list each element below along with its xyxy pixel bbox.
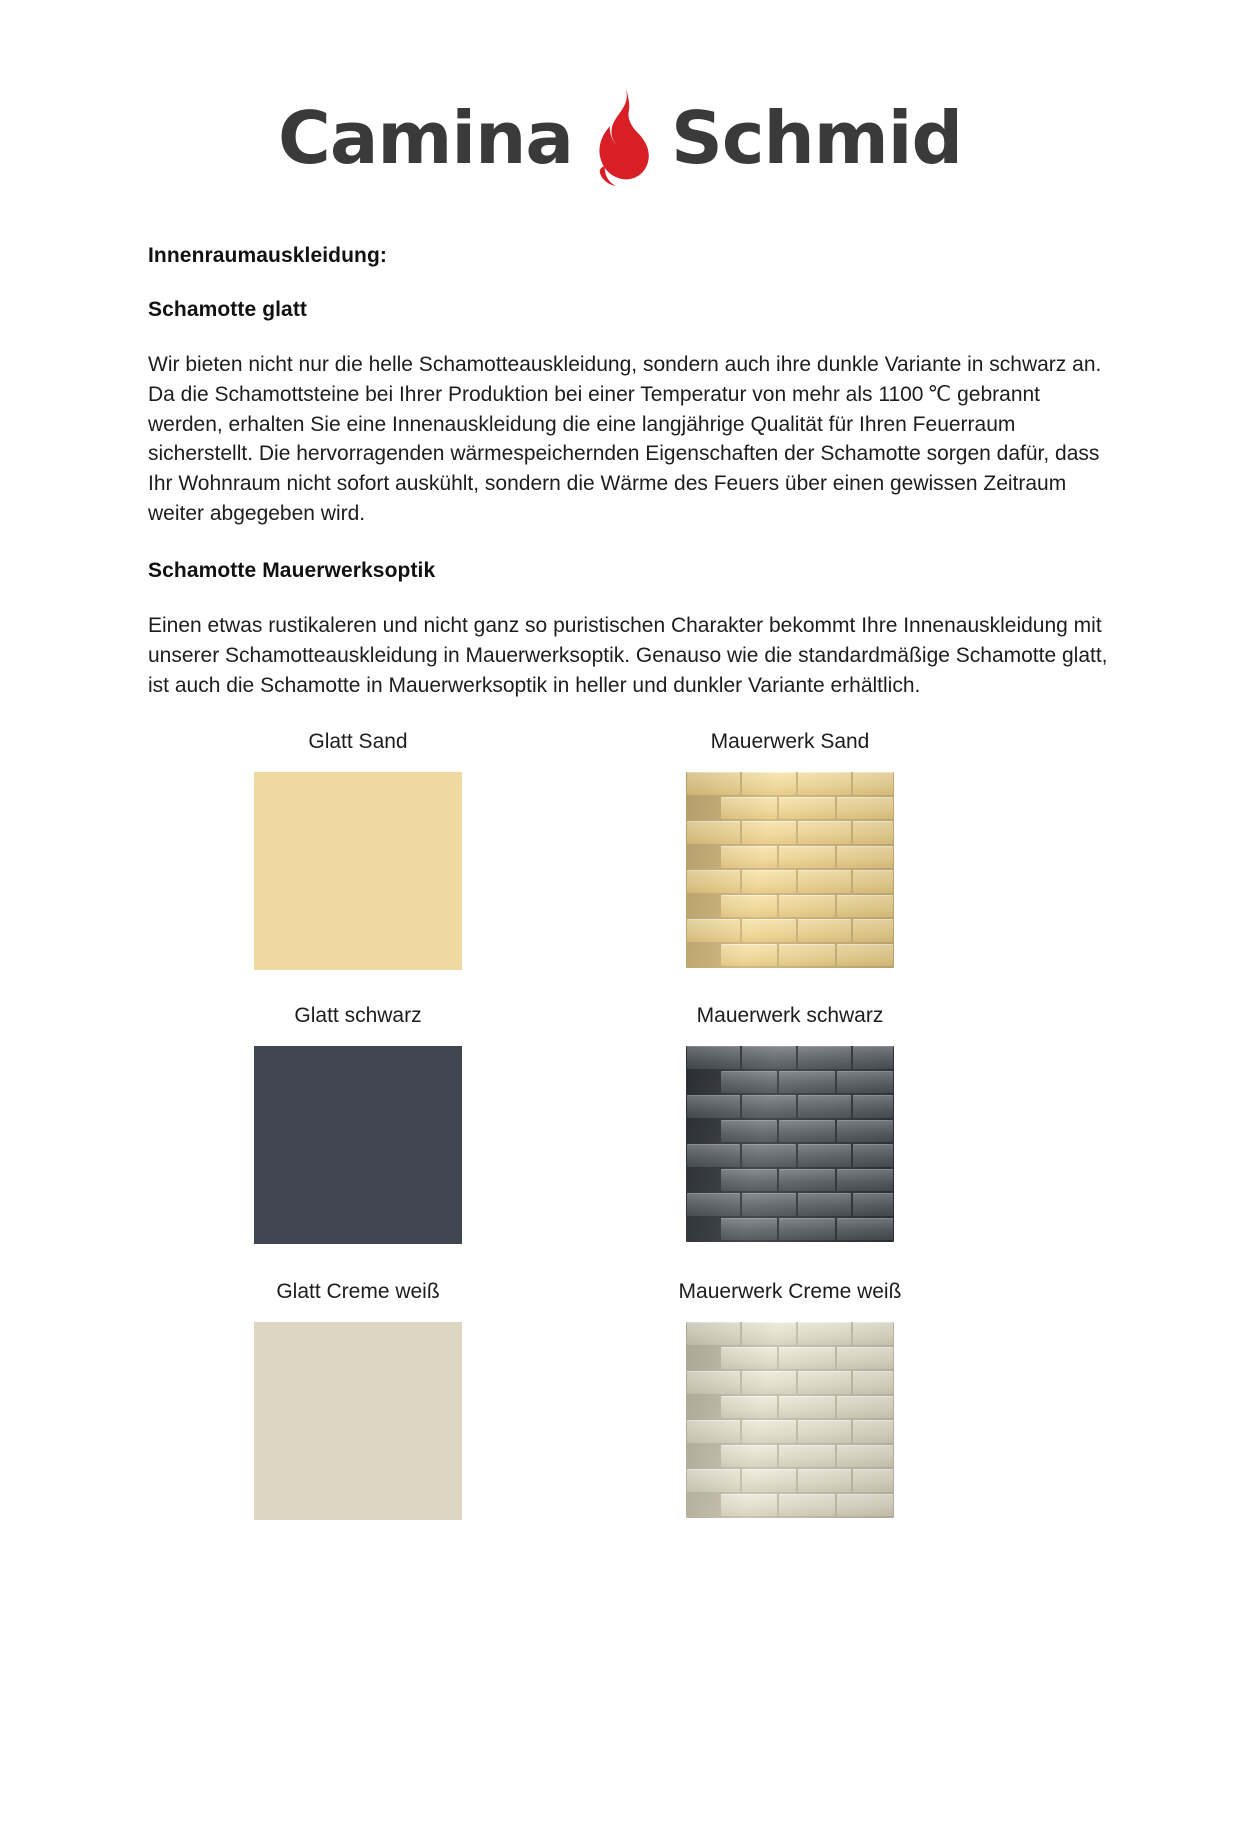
sample-label: Glatt Creme weiß [276, 1280, 440, 1304]
sample-label: Mauerwerk schwarz [696, 1004, 884, 1028]
sample-label: Mauerwerk Creme weiß [678, 1280, 902, 1304]
section-title-2: Schamotte Mauerwerksoptik [148, 558, 436, 582]
sample-glatt-sand [148, 730, 568, 970]
sample-row-2 [148, 1004, 1110, 1244]
sample-swatch [254, 1046, 462, 1244]
flame-icon [591, 84, 653, 192]
document-body [0, 244, 1240, 700]
sample-swatch [686, 1046, 894, 1242]
sample-glatt-schwarz [148, 1004, 568, 1244]
document-page [0, 78, 1240, 1832]
sample-swatch [686, 772, 894, 968]
logo-word-schmid: Schmid [670, 96, 963, 180]
logo-word-camina: Camina [277, 96, 573, 180]
sample-mauerwerk-sand [580, 730, 1000, 970]
sample-glatt-creme-weiss [148, 1280, 568, 1520]
sample-row-1 [148, 730, 1110, 970]
sample-label: Glatt schwarz [294, 1004, 422, 1028]
sample-mauerwerk-creme-weiss [580, 1280, 1000, 1520]
logo-inner [278, 84, 962, 192]
brand-logo [0, 78, 1240, 198]
sample-label: Mauerwerk Sand [710, 730, 870, 754]
section-paragraph-2: Einen etwas rustikaleren und nicht ganz so puristischen Charakter bekommt Ihre Innenauskleidung mit unserer Schamotteauskleidung in Mauerwerksoptik. Genauso wie die standardmäßige Schamotte glatt, ist auch die Schamotte in Mauerwerksoptik in heller und dunkler Variante erhältlich. [148, 613, 1108, 697]
page-title: Innenraumauskleidung: [148, 244, 387, 267]
brick-pattern [686, 1046, 894, 1242]
section-title-1: Schamotte glatt [148, 298, 308, 321]
sample-swatch [254, 772, 462, 970]
sample-label: Glatt Sand [308, 730, 408, 754]
brick-pattern [686, 772, 894, 968]
sample-row-3 [148, 1280, 1110, 1520]
sample-swatch [254, 1322, 462, 1520]
section-paragraph-1: Wir bieten nicht nur die helle Schamotteauskleidung, sondern auch ihre dunkle Variante in schwarz an. Da die Schamottsteine bei Ihrer Produktion bei einer Temperatur von mehr als 1100 ℃ gebrannt werden, erhalten Sie eine Innenauskleidung die eine langjährige Qualität für Ihren Feuerraum sicherstellt. Die hervorragenden wärmespeichernden Eigenschaften der Schamotte sorgen dafür, dass Ihr Wohnraum nicht sofort auskühlt, sondern die Wärme des Feuers über einen gewissen Zeitraum weiter abgegeben wird. [148, 353, 1102, 526]
sample-grid [0, 730, 1240, 1520]
sample-swatch [686, 1322, 894, 1518]
sample-mauerwerk-schwarz [580, 1004, 1000, 1244]
brick-pattern [686, 1322, 894, 1518]
